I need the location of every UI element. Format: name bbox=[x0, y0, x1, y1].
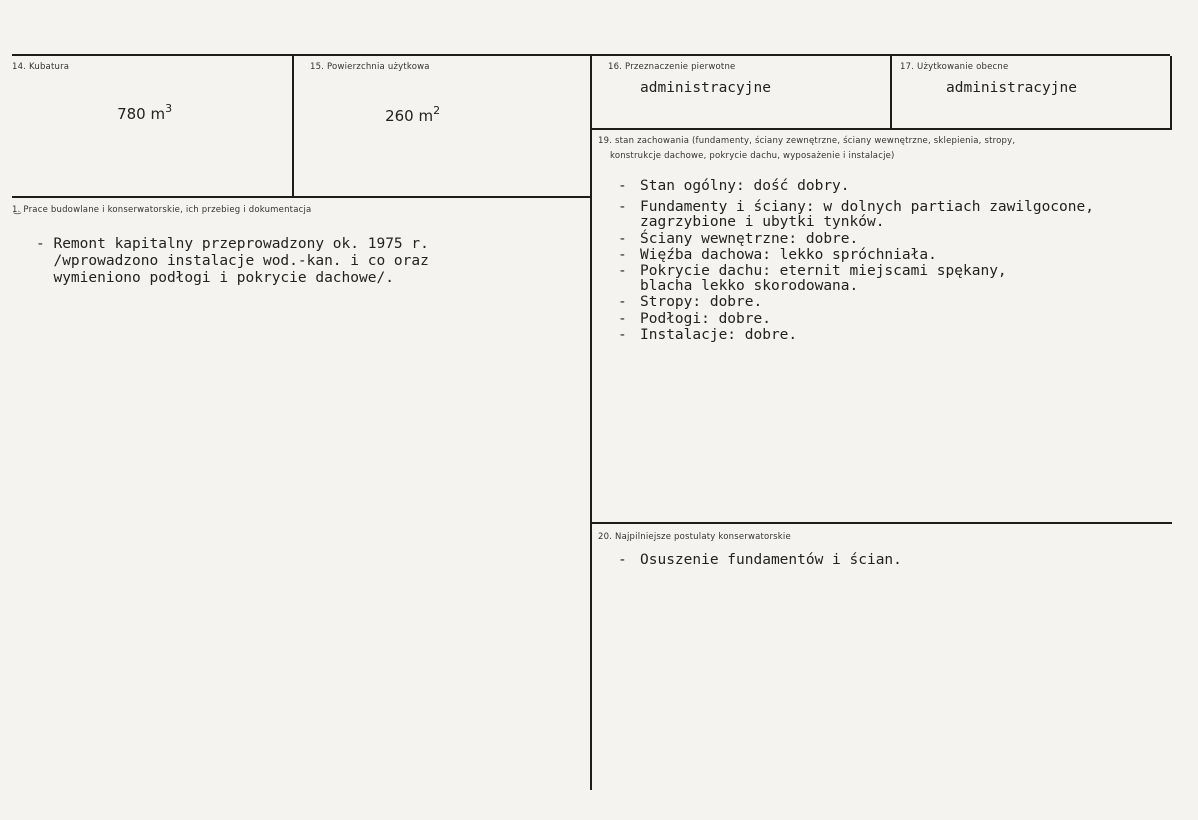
field-20-list bbox=[618, 553, 1168, 572]
condition-item: - Ściany wewnętrzne: dobre. bbox=[618, 230, 859, 247]
field-18-line-1: - Remont kapitalny przeprowadzony ok. 1975 r. bbox=[36, 236, 429, 252]
condition-item: - Instalacje: dobre. bbox=[618, 326, 798, 343]
condition-item: - Więźba dachowa: lekko spróchniała. bbox=[618, 246, 937, 263]
condition-item-continuation: blacha lekko skorodowana. bbox=[640, 278, 859, 295]
condition-item-text: Fundamenty i ściany: w dolnych partiach zawilgocone, bbox=[640, 199, 1094, 216]
condition-item: - Stan ogólny: dość dobry. bbox=[618, 178, 850, 194]
field-14-value bbox=[98, 84, 172, 141]
condition-item: - Podłogi: dobre. bbox=[618, 310, 771, 327]
field-15-label: 15. Powierzchnia użytkowa bbox=[310, 62, 430, 72]
postulate-item: - Osuszenie fundamentów i ścian. bbox=[618, 552, 902, 568]
field-20-label: 20. Najpilniejsze postulaty konserwatorskie bbox=[598, 532, 791, 542]
field-14-number: 780 m bbox=[117, 105, 166, 123]
field-16-value: administracyjne bbox=[640, 80, 771, 96]
condition-item-text: Stropy: dobre. bbox=[640, 294, 763, 311]
condition-item: - Fundamenty i ściany: w dolnych partiach zawilgocone, zagrzybione i ubytki tynków. bbox=[618, 200, 1168, 230]
col-divider-right-edge bbox=[1170, 56, 1172, 130]
field-15-number: 260 m bbox=[385, 107, 434, 125]
postulate-item-text: Osuszenie fundamentów i ścian. bbox=[640, 552, 902, 568]
field-15-value bbox=[366, 86, 440, 143]
field-17-label: 17. Użytkowanie obecne bbox=[900, 62, 1009, 72]
col-divider-16-17 bbox=[890, 56, 892, 128]
field-15-unit-exponent: 2 bbox=[433, 104, 441, 117]
field-18-line-2: /wprowadzono instalacje wod.-kan. i co oraz bbox=[36, 253, 429, 269]
condition-item-text: Ściany wewnętrzne: dobre. bbox=[640, 230, 859, 247]
field-14-label: 14. Kubatura bbox=[12, 62, 70, 72]
row-divider-left bbox=[12, 196, 590, 198]
field-19-label-line-2: konstrukcje dachowe, pokrycie dachu, wyposażenie i instalacje) bbox=[610, 151, 895, 161]
condition-item: - Stropy: dobre. bbox=[618, 294, 763, 311]
field-19-list bbox=[618, 179, 1168, 347]
condition-item-text: Więźba dachowa: lekko spróchniała. bbox=[640, 246, 937, 263]
condition-item-continuation: zagrzybione i ubytki tynków. bbox=[640, 214, 885, 231]
condition-item-text: Pokrycie dachu: eternit miejscami spękany, bbox=[640, 263, 1007, 280]
field-17-value: administracyjne bbox=[946, 80, 1077, 96]
col-divider-center bbox=[590, 56, 592, 790]
col-divider-14-15 bbox=[292, 56, 294, 198]
condition-item: - Pokrycie dachu: eternit miejscami spękany, blacha lekko skorodowana. bbox=[618, 264, 1168, 294]
row-divider-right-bottom bbox=[592, 522, 1172, 524]
field-16-label: 16. Przeznaczenie pierwotne bbox=[608, 62, 736, 72]
condition-item-text: Podłogi: dobre. bbox=[640, 310, 771, 327]
field-18-label: 1͜. Prace budowlane i konserwatorskie, ich przebieg i dokumentacja bbox=[12, 205, 312, 215]
row-divider-right-top bbox=[592, 128, 1172, 130]
field-14-unit-exponent: 3 bbox=[165, 102, 173, 115]
condition-item-text: Stan ogólny: dość dobry. bbox=[640, 178, 850, 194]
field-18-line-3: wymieniono podłogi i pokrycie dachowe/. bbox=[36, 270, 394, 286]
field-19-label-line-1: 19. stan zachowania (fundamenty, ściany zewnętrzne, ściany wewnętrzne, sklepienia, stropy, bbox=[598, 136, 1016, 146]
condition-item-text: Instalacje: dobre. bbox=[640, 326, 798, 343]
